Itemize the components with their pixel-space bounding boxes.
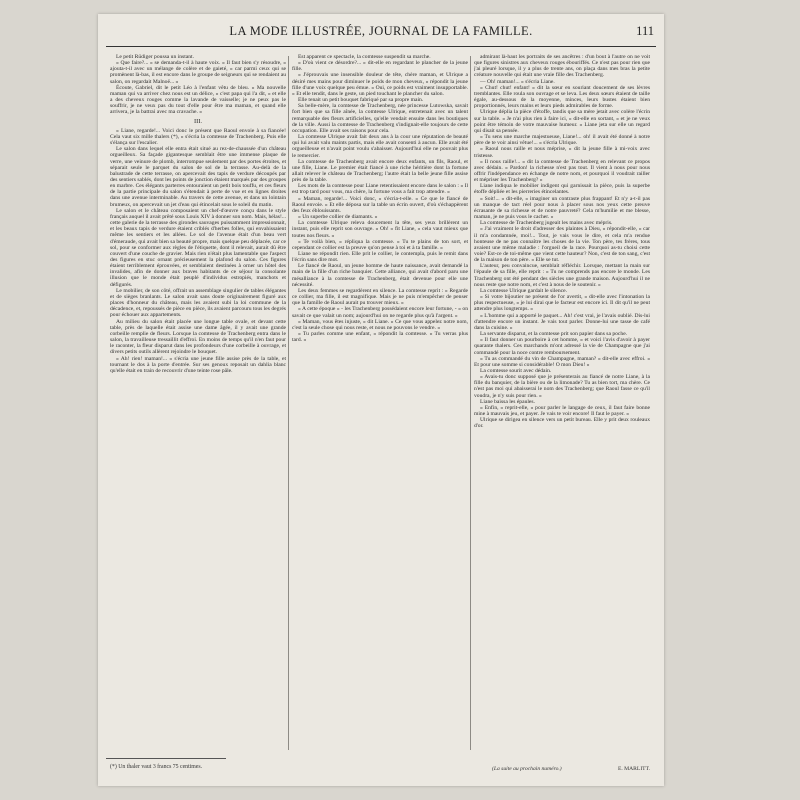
paragraph: L'auteur, peu convaincue, semblait réfléchir. Lorsque, mettant la main sur l'épaule de sa fille, elle reprit : « Tu ne comprends pas encore le monde. Les Trachenberg ont été pendant des siècles une grande maison. Aujourd'hui il ne nous reste que notre nom, et c'est à nous de le soutenir. » (474, 263, 650, 288)
paragraph: « Soit!... » dit-elle, « imaginer un contraste plus frappant! Et n'y a-t-il pas un manque de tact réel pour nous à placer sous nos yeux cette preuve écrasante de sa richesse et de notre pauvreté? Cela m'humilie et me blesse, maman, je ne puis vous le cacher. » (474, 195, 650, 221)
running-title: LA MODE ILLUSTRÉE, JOURNAL DE LA FAMILLE. (229, 24, 533, 38)
newspaper-page (98, 14, 664, 786)
paragraph: admirant là-haut les portraits de ses ancêtres : d'un bout à l'autre on ne voit que figures sinistres aux cheveux rouges ébouriffés. Ce n'est pas pour rien que j'ai pleuré lorsque, il y a plus de trente ans, on plaça dans mes bras la petite créature nouvelle qui était une vraie fille des Trachenberg. (474, 54, 650, 79)
text-column-1 (110, 54, 286, 754)
paragraph: « A cette époque » - les Trachenberg possédaient encore leur fortune, - « on savait ce que valait un nom; aujourd'hui on ne regarde plus qu'à l'argent. » (292, 306, 468, 319)
paragraph: « Te voilà bien, » répliqua la comtesse. « Tu te plains de ton sort, et cependant ce collier est la preuve qu'on pense à toi et à ta famille. » (292, 238, 468, 251)
paragraph: La servante disparut, et la comtesse prit son papier dans sa poche. (480, 331, 628, 338)
paragraph: Les mots de la comtesse pour Liane retentissaient encore dans le salon : « Il est trop tard pour vous, ma chère, la fortune vous a fait trop attendre. » (292, 183, 468, 196)
paragraph: « Il nous raille!... » dit la comtesse de Trachenberg en relevant ce propos avec dédain. « Pardon! la richesse n'est pas tout. Il vient à nous pour nous offrir l'indépendance en échange de notre nom, et pourquoi il voudrait railler et mépriser les Trachenberg? » (474, 158, 650, 184)
column-divider (470, 56, 471, 750)
footnote-rule (106, 758, 226, 759)
paragraph: La comtesse sourit avec dédain. (480, 367, 552, 374)
paragraph: « Tu parles comme une enfant, » répondit la comtesse. « Tu verras plus tard. » (292, 331, 468, 344)
paragraph: « Raoul nous raille et nous méprise, » dit la jeune fille à mi-voix avec tristesse. (474, 146, 650, 159)
paragraph: La comtesse Ulrique gardait le silence. (480, 287, 567, 294)
paragraph: « Avais-tu donc supposé que je présenterais au fiancé de notre Liane, à la fille du banquier, de la bière ou de la limonade? Tu as bien tort, ma chère. Ce n'est pas moi qui abaisserai le nom des Trachenberg; que Raoul fasse ce qu'il voudra, je n'y suis pour rien. » (474, 374, 650, 399)
paragraph: « Liane, regarde!... Voici donc le présent que Raoul envoie à sa fiancée! Cela vaut six mille thalers (*), » s'écria la comtesse de Trachenberg. Puis elle s'élança sur l'escalier. (110, 127, 286, 147)
paragraph: « D'où vient ce désordre?... » dit-elle en regardant le plancher de la jeune fille. (292, 60, 468, 73)
continued-notice: (La suite au prochain numéro.) (492, 766, 562, 772)
text-column-3 (474, 54, 650, 754)
paragraph: Est apparent ce spectacle, la comtesse suspendit sa marche. (298, 54, 431, 60)
paragraph: Le fiancé de Raoul, un jeune homme de haute naissance, avait demandé la main de la fille d'un riche banquier. Cette alliance, qui avait d'abord paru une mésalliance à la comtesse de Trachenberg, était devenue pour elle une nécessité. (292, 263, 468, 288)
paragraph: — Oh! maman!... » s'écria Liane. (480, 78, 555, 85)
section-heading: III. (193, 117, 203, 125)
paragraph: « Ah! rien! maman!... » s'écria une jeune fille assise près de la table, et tournant le dos à la porte d'entrée. Sur ses genoux reposait un dahlia blanc qu'elle était en train de recouvrir d'une teinte rose pâle. (110, 355, 286, 374)
paragraph: Ulrique se dirigea en silence vers un petit bureau. Elle y prit deux rouleaux d'or. (474, 417, 650, 430)
paragraph: « J'ai vraiment le droit d'adresser des plaintes à Dieu, » répondit-elle, « car il m'a condamnée, moi!... Tout, je vais vous le dire, et cela m'a rendue honteuse de ne pas connaître les choses de la vie. Ton père, tes frères, tous avaient une même maladie : l'orgueil de la race. Pourquoi as-tu choisi cette voie? Est-ce de toi-même que vient cette hauteur? Non, c'est de ton sang, c'est de la maison de ton père. » Elle se tut. (474, 226, 650, 264)
paragraph: « Si votre bijoutier ne présent de l'or avertit, » dit-elle avec l'intonation la plus respectueuse, « je lui dirai que le facteur est encore ici. Il dit qu'il ne peut attendre plus longtemps. » (474, 294, 650, 313)
author-signature: E. MARLITT. (617, 766, 650, 772)
paragraph: « L'homme qui a apporté le paquet... Ah! c'est vrai, je l'avais oublié. Dis-lui d'attendre encore un instant. Je vais tout parler. Donne-lui une tasse de café dans la cuisine. » (474, 312, 650, 331)
paragraph: « Maman, regarde!... Voici donc, » s'écria-t-elle. « Ce que le fiancé de Raoul envoie. » Et elle déposa sur la table un écrin ouvert, d'où s'échappèrent des feux éblouissants. (292, 195, 468, 214)
paragraph: « Il faut donner un pourboire à cet homme, » et voici l'avis d'avoir à payer quarante thalers. Ces marchands m'ont adressé la vie de Champagne que j'ai commandé pour la noce contre remboursement. (474, 337, 650, 356)
paragraph: Le salon et le château composaient un chef-d'œuvre conçu dans le style français auquel il avait prêté sous Louis XIV à donner son nom. Mais, hélas!... cette galerie de la terrasse des girondes sauvages puissamment impressionnait, et les beaux tapis de verdure étaient criblés d'herbes folles, qui envahissaient même les sentiers et les allées. Le sol de l'avenue était d'un beau vert d'émeraude, qui avait bien sa beauté propre, mais quelque peu déplacée, car ce sol, pour se conformer aux règles de l'étiquette, dont il relevait, aurait dû être couvert d'une couche de gravier. Mais rien n'était plus lamentable que l'aspect des figures en stuc ornant précieusement la plafond du salon. Ces figures étaient terriblement éprouvées, et semblaient destinées à orner un hôtel des invalides, afin de donner aux braves habitants de ce séjour la consolante illusion que le monde était peuplé d'individus estropiés, manchots et défigurés. (110, 207, 286, 288)
paragraph: Au milieu du salon était placée une longue table ovale, et devant cette table, près de laquelle était assise une dame âgée, il y avait une grande corbeille remplie de fleurs. Lorsque la comtesse de Trachenberg entra dans le salon, la travailleuse tressaillit d'effroi. En moins de temps qu'il n'en faut pour le raconter, la fleur disparut dans les profondeurs d'une corbeille à ouvrage, et divers petits outils allèrent rejoindre le bouquet. (110, 318, 286, 356)
paragraph: La comtesse Ulrique releva doucement la tête, ses yeux brillèrent un instant, puis elle reprit son ouvrage. « Oh! » fit Liane, « cela vaut mieux que toutes nos fleurs. » (292, 220, 468, 239)
paragraph: Les deux femmes se regardèrent en silence. La comtesse reprit : « Regarde ce collier, ma fille, il est magnifique. Mais je ne puis m'empêcher de penser que la famille de Raoul aurait pu trouver mieux. » (292, 287, 468, 307)
paragraph: Ulrique déplia la pièce d'étoffe, tandis que sa mère jetait avec colère l'écrin sur la table. « Je n'ai plus rien à faire ici, » dit-elle en sortant, « et je ne veux point être témoin de votre mauvaise humeur. » Liane jeta sur elle un regard qui disait sa pensée. (474, 109, 650, 134)
paragraph: « Que faire?... » se demanda-t-il à haute voix. « Il faut bien s'y résoudre, » ajouta-t-il avec un mélange de colère et de gaieté, « car parmi ceux qui se promènent là-bas, il est encore dans le groupe de seigneurs qui se rendaient au salon, on regardait Malnoë... » (110, 60, 286, 85)
page-number: 111 (636, 24, 654, 38)
header-rule (106, 46, 656, 47)
paragraph: Elle tenait un petit bouquet fabriqué par sa propre main. (298, 97, 424, 104)
paragraph: Liane baissa les épaules. (480, 398, 535, 405)
paragraph: La comtesse de Trachenberg jugeait les mains avec mépris. (480, 220, 613, 227)
paragraph: « J'éprouvais une insensible douleur de tête, chère maman, et Ulrique a désiré mes mains pour diminuer le poids de mon cheveux, » répondit la jeune fille d'une voix quelque peu émue. « Oui, ce poids est vraiment insupportable. » Et elle tendit, dans le geste, un pied touchant le plancher du salon. (292, 72, 468, 97)
paragraph: « Chut! chut! enfant! » dit la sœur en souriant doucement de ses lèvres tremblantes. Elle roula son ouvrage et se leva. Les deux sœurs étaient de taille égale, au-dessous de la moyenne, minces, leurs bustes étaient bien proportionnés, leurs mains et leurs pieds admirables de forme. (474, 84, 650, 110)
paragraph: « Tu sens une marche majestueuse, Liane!... oh! il avait été donné à notre père de te voir ainsi vêtue!... » s'écria Ulrique. (474, 134, 650, 147)
paragraph: Le salon dans lequel elle entra était situé au rez-de-chaussée d'un château orgueilleux. Sa façade gigantesque semblait être une immense plaque de verre, une veinure de plomb, interrompue seulement par des portes étroites, et séparait seule le parquet du salon de sol de la terrasse. Au-delà de la balustrade de cette terrasse, on apercevait des tapis de verdure découpés par des sentiers sablés, dont les points de jonction étaient marqués par des groupes en marbre. Ces élégants parterres entouraient un petit bois touffu, et ces fleurs de la partie principale du salon s'étendait à perte de vue et en lignes droites dans une avenue interminable. Au travers de cette avenue, et dans un lointain brumeux, on apercevait un jet d'eau qui étincelait sous le soleil du matin. (110, 146, 286, 208)
paragraph: Sa belle-mère, la comtesse de Trachenberg, née princesse Lutowska, savait fort bien que sa fille aînée, la comtesse Ulrique, entretenait avec un talent remarquable des fleurs artificielles, qu'elle vendait ensuite dans les boutiques de la ville. Aussi la comtesse de Trachenberg s'indignait-elle toujours de cette occupation. Elle avait ses raisons pour cela. (292, 103, 468, 134)
column-divider (288, 56, 289, 750)
paragraph: Liane indiqua le mobilier indigent qui garnissait la pièce, puis la superbe étoffe dépliée et les pierreries étincelantes. (474, 183, 650, 196)
paragraph: « Un superbe collier de diamants. » (298, 214, 378, 221)
paragraph: Le petit Rüdiger poussa un instant. (116, 54, 194, 60)
paragraph: « Maman, vous êtes injuste, » dit Liane. « Ce que vous appelez notre nom, c'est la seule chose qui nous reste, et nous ne pouvons le vendre. » (292, 318, 468, 331)
paragraph: « Enfin, » reprit-elle, « pour parler le langage de ceux, il faut faire bonne mine à mauvais jeu, et payer. Je vais te voir encore! Il faut le payer. » (474, 404, 650, 418)
paragraph: Écoute, Gabriel, dit le petit Léo à l'enfant vêtu de bleu. « Ma nouvelle maman qui va arriver chez nous est un délice, » c'est papa qui l'a dit, « et elle a des cheveux rouges comme la lavande de vaisselle; je ne peux pas le souffrir, je ne veux pas du tout d'elle pour être ma maman, et quand elle arrivera, je la battrai avec ma cravache. » (110, 84, 286, 116)
paragraph: « Tu as commandé du vin de Champagne, maman? » dit-elle avec effroi. « Et pour une somme si considérable! O mon Dieu! » (474, 355, 650, 368)
paragraph: Le mobilier, de son côté, offrait un assemblage singulier de tables élégantes et de sièges branlants. Le salon avait sans doute originairement figuré aux places d'honneur du château, mais les avaient subi la loi commune de la décadence, et, repoussés de pièce en pièce, ils avaient parcouru tous les degrés pour échouer aux appartements. (110, 287, 286, 319)
footnote: (*) Un thaler vaut 3 francs 75 centimes. (110, 764, 203, 770)
text-column-2 (292, 54, 468, 754)
paragraph: Liane ne répondit rien. Elle prit le collier, le contempla, puis le remit dans l'écrin sans dire mot. (292, 251, 468, 264)
page-header (98, 24, 664, 44)
paragraph: La comtesse Ulrique avait fait deux ans à la cour une réputation de beauté qui lui avait valu maints partis, mais elle avait consenti à aucun. Elle avait été orgueilleuse et n'avait point voulu s'abaisser. Aujourd'hui elle ne pouvait plus le remercier. (292, 134, 468, 159)
paragraph: La comtesse de Trachenberg avait encore deux enfants, un fils, Raoul, et une fille, Liane. Le premier était fiancé à une riche héritière dont la fortune allait relever le château de Trachenberg; l'autre était la belle jeune fille assise près de la table. (292, 158, 468, 184)
